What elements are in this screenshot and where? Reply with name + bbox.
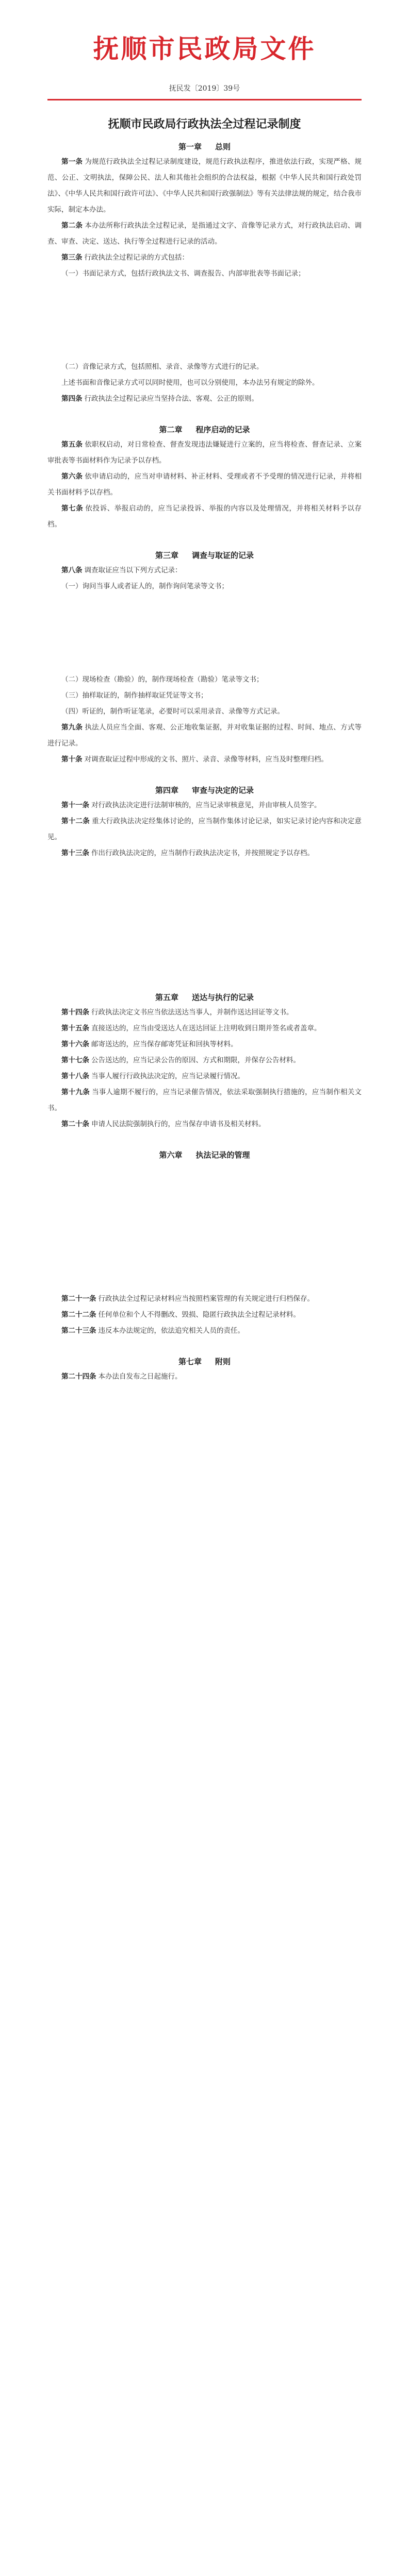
article-paragraph xyxy=(47,579,362,595)
article-number: 第十四条 xyxy=(61,1008,89,1016)
chapter-name: 调查与取证的记录 xyxy=(192,551,254,560)
chapter-number: 第七章 xyxy=(178,1357,202,1366)
article-number: 第十九条 xyxy=(61,1088,90,1096)
article-paragraph xyxy=(47,1116,362,1132)
chapter-name: 附则 xyxy=(215,1357,231,1366)
chapter-name: 总则 xyxy=(215,142,231,151)
article-number: 第二十四条 xyxy=(61,1372,96,1381)
article-paragraph xyxy=(47,375,362,391)
article-number: 第一条 xyxy=(61,158,83,166)
article-text: 当事人逾期不履行的，应当记录催告情况，依法采取强制执行措施的，应当制作相关文书。 xyxy=(47,1088,362,1112)
article-text: 对行政执法决定进行法制审核的，应当记录审核意见，并由审核人员签字。 xyxy=(91,801,321,809)
article-number: 第十六条 xyxy=(61,1040,89,1048)
chapter-heading xyxy=(47,548,362,563)
article-text: 当事人履行行政执法决定的，应当记录履行情况。 xyxy=(91,1072,244,1080)
article-number: 第六条 xyxy=(61,472,83,481)
chapter-heading xyxy=(47,990,362,1005)
article-paragraph xyxy=(47,501,362,533)
article-paragraph xyxy=(47,266,362,282)
article-paragraph xyxy=(47,752,362,768)
doc-title: 抚顺市民政局行政执法全过程记录制度 xyxy=(108,117,301,131)
article-text: （二）现场检查（勘验）的，制作现场检查（勘验）笔录等文书； xyxy=(61,675,264,684)
article-paragraph xyxy=(47,688,362,704)
article-text: 依投诉、举报启动的，应当记录投诉、举报的内容以及处理情况，并将相关材料予以存档。 xyxy=(47,504,362,529)
chapter-number: 第一章 xyxy=(178,142,202,151)
chapter-name: 送达与执行的记录 xyxy=(192,993,254,1002)
article-paragraph xyxy=(47,1053,362,1069)
masthead-title: 抚顺市民政局文件 xyxy=(93,35,316,63)
article-text: 作出行政执法决定的，应当制作行政执法决定书，并按照规定予以存档。 xyxy=(91,849,314,857)
chapter-number: 第六章 xyxy=(159,1150,183,1160)
article-number: 第二十三条 xyxy=(61,1327,96,1335)
article-number: 第十八条 xyxy=(61,1072,89,1080)
article-paragraph xyxy=(47,563,362,579)
chapter-heading xyxy=(47,1354,362,1369)
article-number: 第十五条 xyxy=(61,1024,89,1032)
article-text: （一）书面记录方式，包括行政执法文书、调查报告、内部审批表等书面记录； xyxy=(61,269,305,278)
article-text: （三）抽样取证的，制作抽样取证凭证等文书； xyxy=(61,691,208,700)
article-paragraph xyxy=(47,359,362,375)
article-number: 第二十条 xyxy=(61,1120,89,1128)
article-paragraph xyxy=(47,1069,362,1084)
article-paragraph xyxy=(47,1323,362,1339)
article-number: 第十三条 xyxy=(61,849,89,857)
article-paragraph xyxy=(47,391,362,407)
article-paragraph xyxy=(47,798,362,814)
article-text: （四）听证的，制作听证笔录，必要时可以采用录音、录像等方式记录。 xyxy=(61,707,284,716)
article-text: 执法人员应当全面、客观、公正地收集证据，并对收集证据的过程、时间、地点、方式等进行记录。 xyxy=(47,723,362,748)
article-number: 第七条 xyxy=(61,504,84,513)
article-paragraph xyxy=(47,1307,362,1323)
article-text: 公告送达的，应当记录公告的原因、方式和期限，并保存公告材料。 xyxy=(91,1056,300,1064)
article-number: 第九条 xyxy=(61,723,83,732)
article-text: 上述书面和音像记录方式可以同时使用，也可以分别使用，本办法另有规定的除外。 xyxy=(61,379,319,387)
article-paragraph xyxy=(47,814,362,845)
article-paragraph xyxy=(47,1021,362,1037)
article-number: 第十一条 xyxy=(61,801,89,809)
article-paragraph xyxy=(47,1291,362,1307)
chapter-number: 第三章 xyxy=(155,551,178,560)
article-paragraph xyxy=(47,218,362,250)
article-text: 行政执法全过程记录应当坚持合法、客观、公正的原则。 xyxy=(84,395,258,403)
article-text: 行政执法决定文书应当依法送达当事人，并制作送达回证等文书。 xyxy=(91,1008,293,1016)
article-paragraph xyxy=(47,154,362,218)
chapter-name: 执法记录的管理 xyxy=(195,1150,250,1160)
article-paragraph xyxy=(47,1037,362,1053)
article-text: 本办法所称行政执法全过程记录，是指通过文字、音像等记录方式，对行政执法启动、调查、审查、决定、送达、执行等全过程进行记录的活动。 xyxy=(47,222,362,246)
masthead xyxy=(47,0,362,100)
red-rule xyxy=(47,99,362,100)
chapter-number: 第二章 xyxy=(159,425,183,434)
article-text: 依职权启动，对日常检查、督查发现违法嫌疑进行立案的，应当将检查、督查记录、立案审批表等书面材料作为记录予以存档。 xyxy=(47,440,362,465)
article-paragraph xyxy=(47,672,362,688)
article-text: 行政执法全过程记录材料应当按照档案管理的有关规定进行归档保存。 xyxy=(98,1295,314,1303)
article-text: 对调查取证过程中形成的文书、照片、录音、录像等材料，应当及时整理归档。 xyxy=(84,755,328,764)
article-paragraph xyxy=(47,250,362,266)
article-text: 申请人民法院强制执行的，应当保存申请书及相关材料。 xyxy=(91,1120,266,1128)
article-paragraph xyxy=(47,469,362,501)
article-number: 第八条 xyxy=(61,566,83,574)
chapter-name: 程序启动的记录 xyxy=(195,425,250,434)
article-number: 第十七条 xyxy=(61,1056,89,1064)
article-text: 行政执法全过程记录的方式包括： xyxy=(84,253,189,262)
chapter-number: 第四章 xyxy=(155,786,178,795)
chapter-heading xyxy=(47,140,362,154)
chapter-heading xyxy=(47,783,362,798)
article-paragraph xyxy=(47,437,362,469)
article-text: 依申请启动的，应当对申请材料、补正材料、受理或者不予受理的情况进行记录，并将相关书面材料予以存档。 xyxy=(47,472,362,497)
article-text: 直接送达的，应当由受送达人在送达回证上注明收到日期并签名或者盖章。 xyxy=(91,1024,321,1032)
doc-number: 抚民发〔2019〕39号 xyxy=(169,84,240,93)
chapter-heading xyxy=(47,1148,362,1162)
article-paragraph xyxy=(47,1084,362,1116)
article-text: 本办法自发布之日起施行。 xyxy=(98,1372,182,1381)
chapter-name: 审查与决定的记录 xyxy=(192,786,254,795)
article-number: 第十二条 xyxy=(61,817,90,825)
article-number: 第十条 xyxy=(61,755,83,764)
article-text: （一）询问当事人或者证人的，制作询问笔录等文书； xyxy=(61,582,228,590)
article-text: 调查取证应当以下列方式记录： xyxy=(84,566,182,574)
article-number: 第二十二条 xyxy=(61,1311,96,1319)
article-text: 重大行政执法决定经集体讨论的，应当制作集体讨论记录，如实记录讨论内容和决定意见。 xyxy=(47,817,362,841)
article-number: 第五条 xyxy=(61,440,83,449)
chapter-heading xyxy=(47,422,362,437)
article-text: 为规范行政执法全过程记录制度建设，规范行政执法程序，推进依法行政，实现严格、规范、公正、文明执法，保障公民、法人和其他社会组织的合法权益，根据《中华人民共和国行政处罚法》、《中华人民共和国行政许可法》、《中华人民共和国行政强制法》等有关法律法规的规定，结合我市实际，制定本办法。 xyxy=(47,158,362,214)
article-paragraph xyxy=(47,704,362,720)
chapter-number: 第五章 xyxy=(155,993,178,1002)
article-number: 第二条 xyxy=(61,222,83,230)
article-number: 第四条 xyxy=(61,395,83,403)
article-number: 第二十一条 xyxy=(61,1295,96,1303)
article-paragraph xyxy=(47,1005,362,1021)
article-text: 违反本办法规定的，依法追究相关人员的责任。 xyxy=(98,1327,244,1335)
article-paragraph xyxy=(47,1369,362,1385)
article-paragraph xyxy=(47,720,362,752)
article-text: （二）音像记录方式，包括照相、录音、录像等方式进行的记录。 xyxy=(61,363,264,371)
article-paragraph xyxy=(47,845,362,861)
article-number: 第三条 xyxy=(61,253,83,262)
article-text: 邮寄送达的，应当保存邮寄凭证和回执等材料。 xyxy=(91,1040,238,1048)
article-text: 任何单位和个人不得删改、毁损、隐匿行政执法全过程记录材料。 xyxy=(98,1311,300,1319)
